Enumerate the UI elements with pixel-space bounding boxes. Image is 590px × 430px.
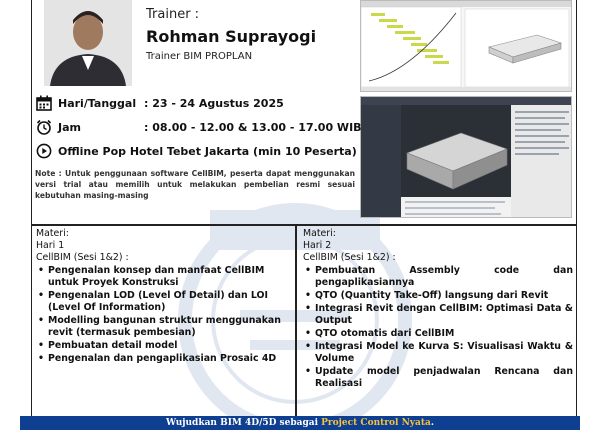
materi-heading: Materi: [36,228,69,239]
materi-heading: Materi: [303,228,336,239]
list-item: • Pengenalan LOD (Level Of Detail) dan LOI (Level Of Information) [36,290,291,314]
tagline-banner [20,416,580,430]
list-item: • QTO (Quantity Take-Off) langsung dari Revit [303,290,573,302]
date-label: Hari/Tanggal [58,96,137,110]
trainer-role: Trainer BIM PROPLAN [146,51,253,62]
day2-materi [303,228,573,391]
cellbim-spreadsheet-screenshot [360,0,572,92]
list-item: • QTO otomatis dari CellBIM [303,328,573,340]
trainer-name: Rohman Suprayogi [146,27,317,46]
topic-list [36,265,291,365]
topic-list [303,265,573,390]
revit-model-screenshot [360,96,572,218]
trainer-photo [44,0,132,86]
time-label: Jam [58,120,81,134]
software-note: Note : Untuk penggunaan software CellBIM, peserta dapat menggunakan versi trial atau memilih untuk melakukan pembelian resmi sesuai kebutuhan masing-masing [35,169,355,200]
trainer-label: Trainer : [146,7,200,22]
list-item: • Modelling bangunan struktur menggunakan revit (termasuk pembesian) [36,315,291,339]
session-label: CellBIM (Sesi 1&2) : [303,252,396,263]
list-item: • Pengenalan konsep dan manfaat CellBIM untuk Proyek Konstruksi [36,265,291,289]
day-label: Hari 2 [303,240,332,251]
session-label: CellBIM (Sesi 1&2) : [36,252,129,263]
alarm-clock-icon [36,119,52,135]
day-label: Hari 1 [36,240,65,251]
list-item: • Pembuatan Assembly code dan pengaplikasiannya [303,265,573,289]
list-item: • Update model penjadwalan Rencana dan Realisasi [303,366,573,390]
venue-text: Offline Pop Hotel Tebet Jakarta (min 10 Peserta) [58,144,357,158]
column-divider [295,224,297,418]
list-item: • Pengenalan dan pengaplikasian Prosaic 4D [36,353,291,365]
list-item: • Integrasi Revit dengan CellBIM: Optimasi Data & Output [303,303,573,327]
list-item: • Integrasi Model ke Kurva S: Visualisasi Waktu & Volume [303,341,573,365]
time-value: : 08.00 - 12.00 & 13.00 - 17.00 WIB [144,120,362,134]
date-value: : 23 - 24 Agustus 2025 [144,96,284,110]
list-item: • Pembuatan detail model [36,340,291,352]
banner-prefix: Wujudkan BIM 4D/5D sebagai [165,418,322,428]
venue-row [36,143,357,159]
day1-materi [36,228,291,366]
section-divider [31,224,577,226]
calendar-icon [36,95,52,111]
time-row [36,119,362,135]
banner-highlight: Project Control Nyata [321,418,431,428]
banner-suffix: . [430,418,435,428]
date-row [36,95,284,111]
play-circle-icon [36,143,52,159]
